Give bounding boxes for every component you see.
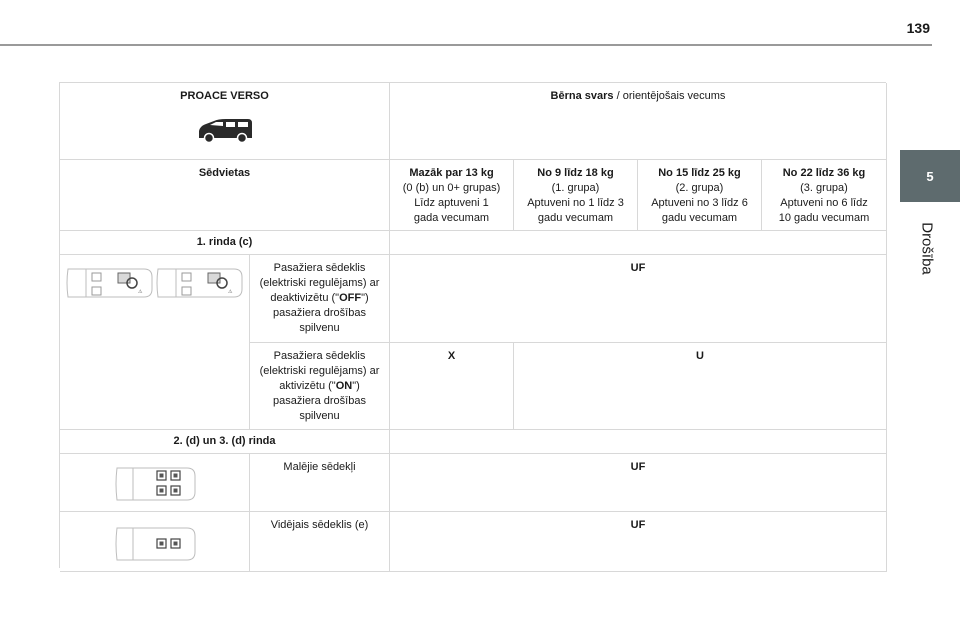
page-number: 139	[906, 20, 930, 36]
airbag-on-value-others: U	[514, 343, 887, 430]
weight-group-2: No 15 līdz 25 kg (2. grupa) Aptuveni no 3 līdz 6 gadu vecumam	[638, 160, 762, 231]
outer-seats-label: Malējie sēdekļi	[250, 454, 390, 512]
chapter-tab[interactable]: 5	[900, 150, 960, 202]
airbag-on-value-group0: X	[390, 343, 514, 430]
middle-seat-label: Vidējais sēdeklis (e)	[250, 512, 390, 572]
svg-text:⚠: ⚠	[228, 289, 233, 295]
row2-empty	[390, 430, 887, 454]
seat-positions-label: Sēdvietas	[60, 160, 390, 231]
weight-header-bold: Bērna svars	[550, 90, 614, 102]
passenger-seat-airbag-on-label: Pasažiera sēdeklis (elektriski regulējams) ar aktivizētu ("ON") pasažiera drošības spilvenu	[250, 343, 390, 430]
row1-label: 1. rinda (c)	[60, 231, 390, 255]
middle-seat-value: UF	[390, 512, 887, 572]
outer-seats-diagram-cell	[60, 454, 250, 512]
product-header	[60, 83, 390, 160]
weight-group-0: Mazāk par 13 kg (0 (b) un 0+ grupas) Līdz aptuveni 1 gada vecumam	[390, 160, 514, 231]
product-name: PROACE VERSO	[180, 90, 269, 102]
middle-seat-diagram-cell	[60, 512, 250, 572]
weight-header-rest: / orientējošais vecums	[613, 90, 726, 102]
child-seat-table	[59, 82, 886, 568]
front-seat-diagrams	[60, 255, 250, 430]
chapter-title: Drošība	[918, 222, 936, 275]
passenger-seat-airbag-off-label: Pasažiera sēdeklis (elektriski regulējams) ar deaktivizētu ("OFF") pasažiera drošības spilvenu	[250, 255, 390, 343]
minivan-icon	[196, 118, 254, 144]
row1-empty	[390, 231, 887, 255]
van-front-seat-diagram	[64, 263, 244, 303]
weight-group-3: No 22 līdz 36 kg (3. grupa) Aptuveni no 6 līdz 10 gadu vecumam	[762, 160, 887, 231]
outer-seats-value: UF	[390, 454, 887, 512]
row2-label: 2. (d) un 3. (d) rinda	[60, 430, 390, 454]
van-middle-seat-diagram	[113, 524, 197, 564]
airbag-off-value: UF	[390, 255, 887, 343]
van-outer-seats-diagram	[113, 464, 197, 504]
weight-group-1: No 9 līdz 18 kg (1. grupa) Aptuveni no 1 līdz 3 gadu vecumam	[514, 160, 638, 231]
svg-text:⚠: ⚠	[138, 289, 143, 295]
child-weight-header	[390, 83, 887, 160]
header-rule	[0, 44, 932, 46]
